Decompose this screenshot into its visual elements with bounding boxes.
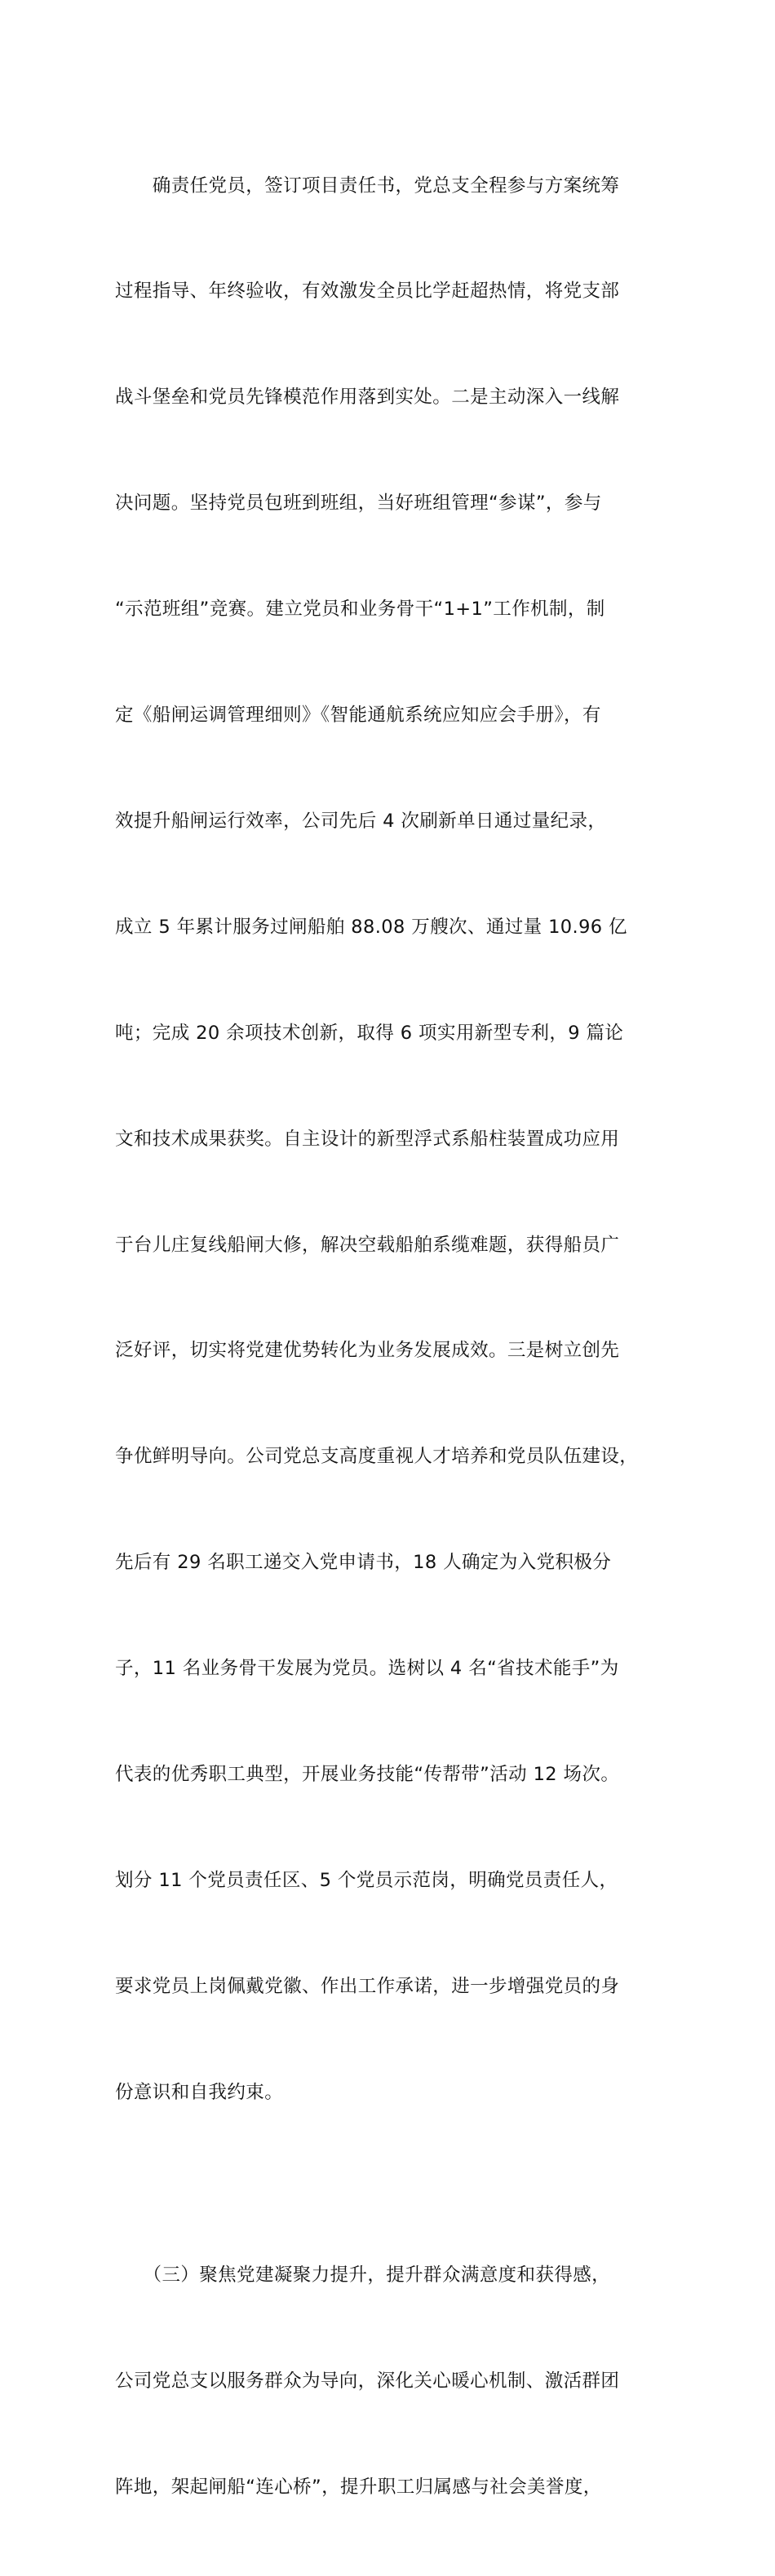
text-line: 要求党员上岗佩戴党徽、作出工作承诺，进一步增强党员的身 [115, 1975, 620, 1997]
text-line: 划分 11 个党员责任区、5 个党员示范岗，明确党员责任人， [115, 1869, 618, 1891]
text-line: 吨；完成 20 余项技术创新，取得 6 项实用新型专利，9 篇论 [115, 1022, 624, 1044]
text-line: 子，11 名业务骨干发展为党员。选树以 4 名“省技术能手”为 [115, 1658, 619, 1680]
text-line: 泛好评，切实将党建优势转化为业务发展成效。三是树立创先 [115, 1340, 620, 1362]
text-line: 先后有 29 名职工递交入党申请书，18 人确定为入党积极分 [115, 1552, 612, 1574]
text-line: 代表的优秀职工典型，开展业务技能“传帮带”活动 12 场次。 [115, 1763, 620, 1785]
text-line: 定《船闸运调管理细则》《智能通航系统应知应会手册》，有 [115, 705, 601, 727]
text-line: 公司党总支以服务群众为导向，深化关心暖心机制、激活群团 [115, 2371, 620, 2392]
text-line: 于台儿庄复线船闸大修，解决空载船舶系缆难题，获得船员广 [115, 1234, 620, 1256]
text-line: （三）聚焦党建凝聚力提升，提升群众满意度和获得感， [115, 2264, 611, 2287]
text-line: 文和技术成果获奖。自主设计的新型浮式系船柱装置成功应用 [115, 1128, 620, 1150]
text-line: 争优鲜明导向。公司党总支高度重视人才培养和党员队伍建设， [115, 1446, 639, 1468]
text-line: 战斗堡垒和党员先锋模范作用落到实处。二是主动深入一线解 [115, 387, 620, 409]
paragraph-spacer [115, 2181, 678, 2188]
text-line: 过程指导、年终验收，有效激发全员比学赶超热情，将党支部 [115, 281, 620, 303]
text-line: “示范班组”竞赛。建立党员和业务骨干“1+1”工作机制，制 [115, 599, 605, 621]
text-line: 确责任党员，签订项目责任书，党总支全程参与方案统筹 [115, 175, 620, 197]
paragraph-1 [115, 98, 678, 2181]
text-line: 成立 5 年累计服务过闸船舶 88.08 万艘次、通过量 10.96 亿 [115, 916, 627, 938]
text-line: 决问题。坚持党员包班到班组，当好班组管理“参谋”，参与 [115, 493, 602, 515]
document-body [115, 98, 678, 2576]
text-line: 阵地，架起闸船“连心桥”，提升职工归属感与社会美誉度， [115, 2476, 602, 2498]
text-line: 份意识和自我约束。 [115, 2081, 284, 2103]
paragraph-2 [115, 2188, 678, 2576]
text-line: 效提升船闸运行效率，公司先后 4 次刷新单日通过量纪录， [115, 810, 607, 832]
